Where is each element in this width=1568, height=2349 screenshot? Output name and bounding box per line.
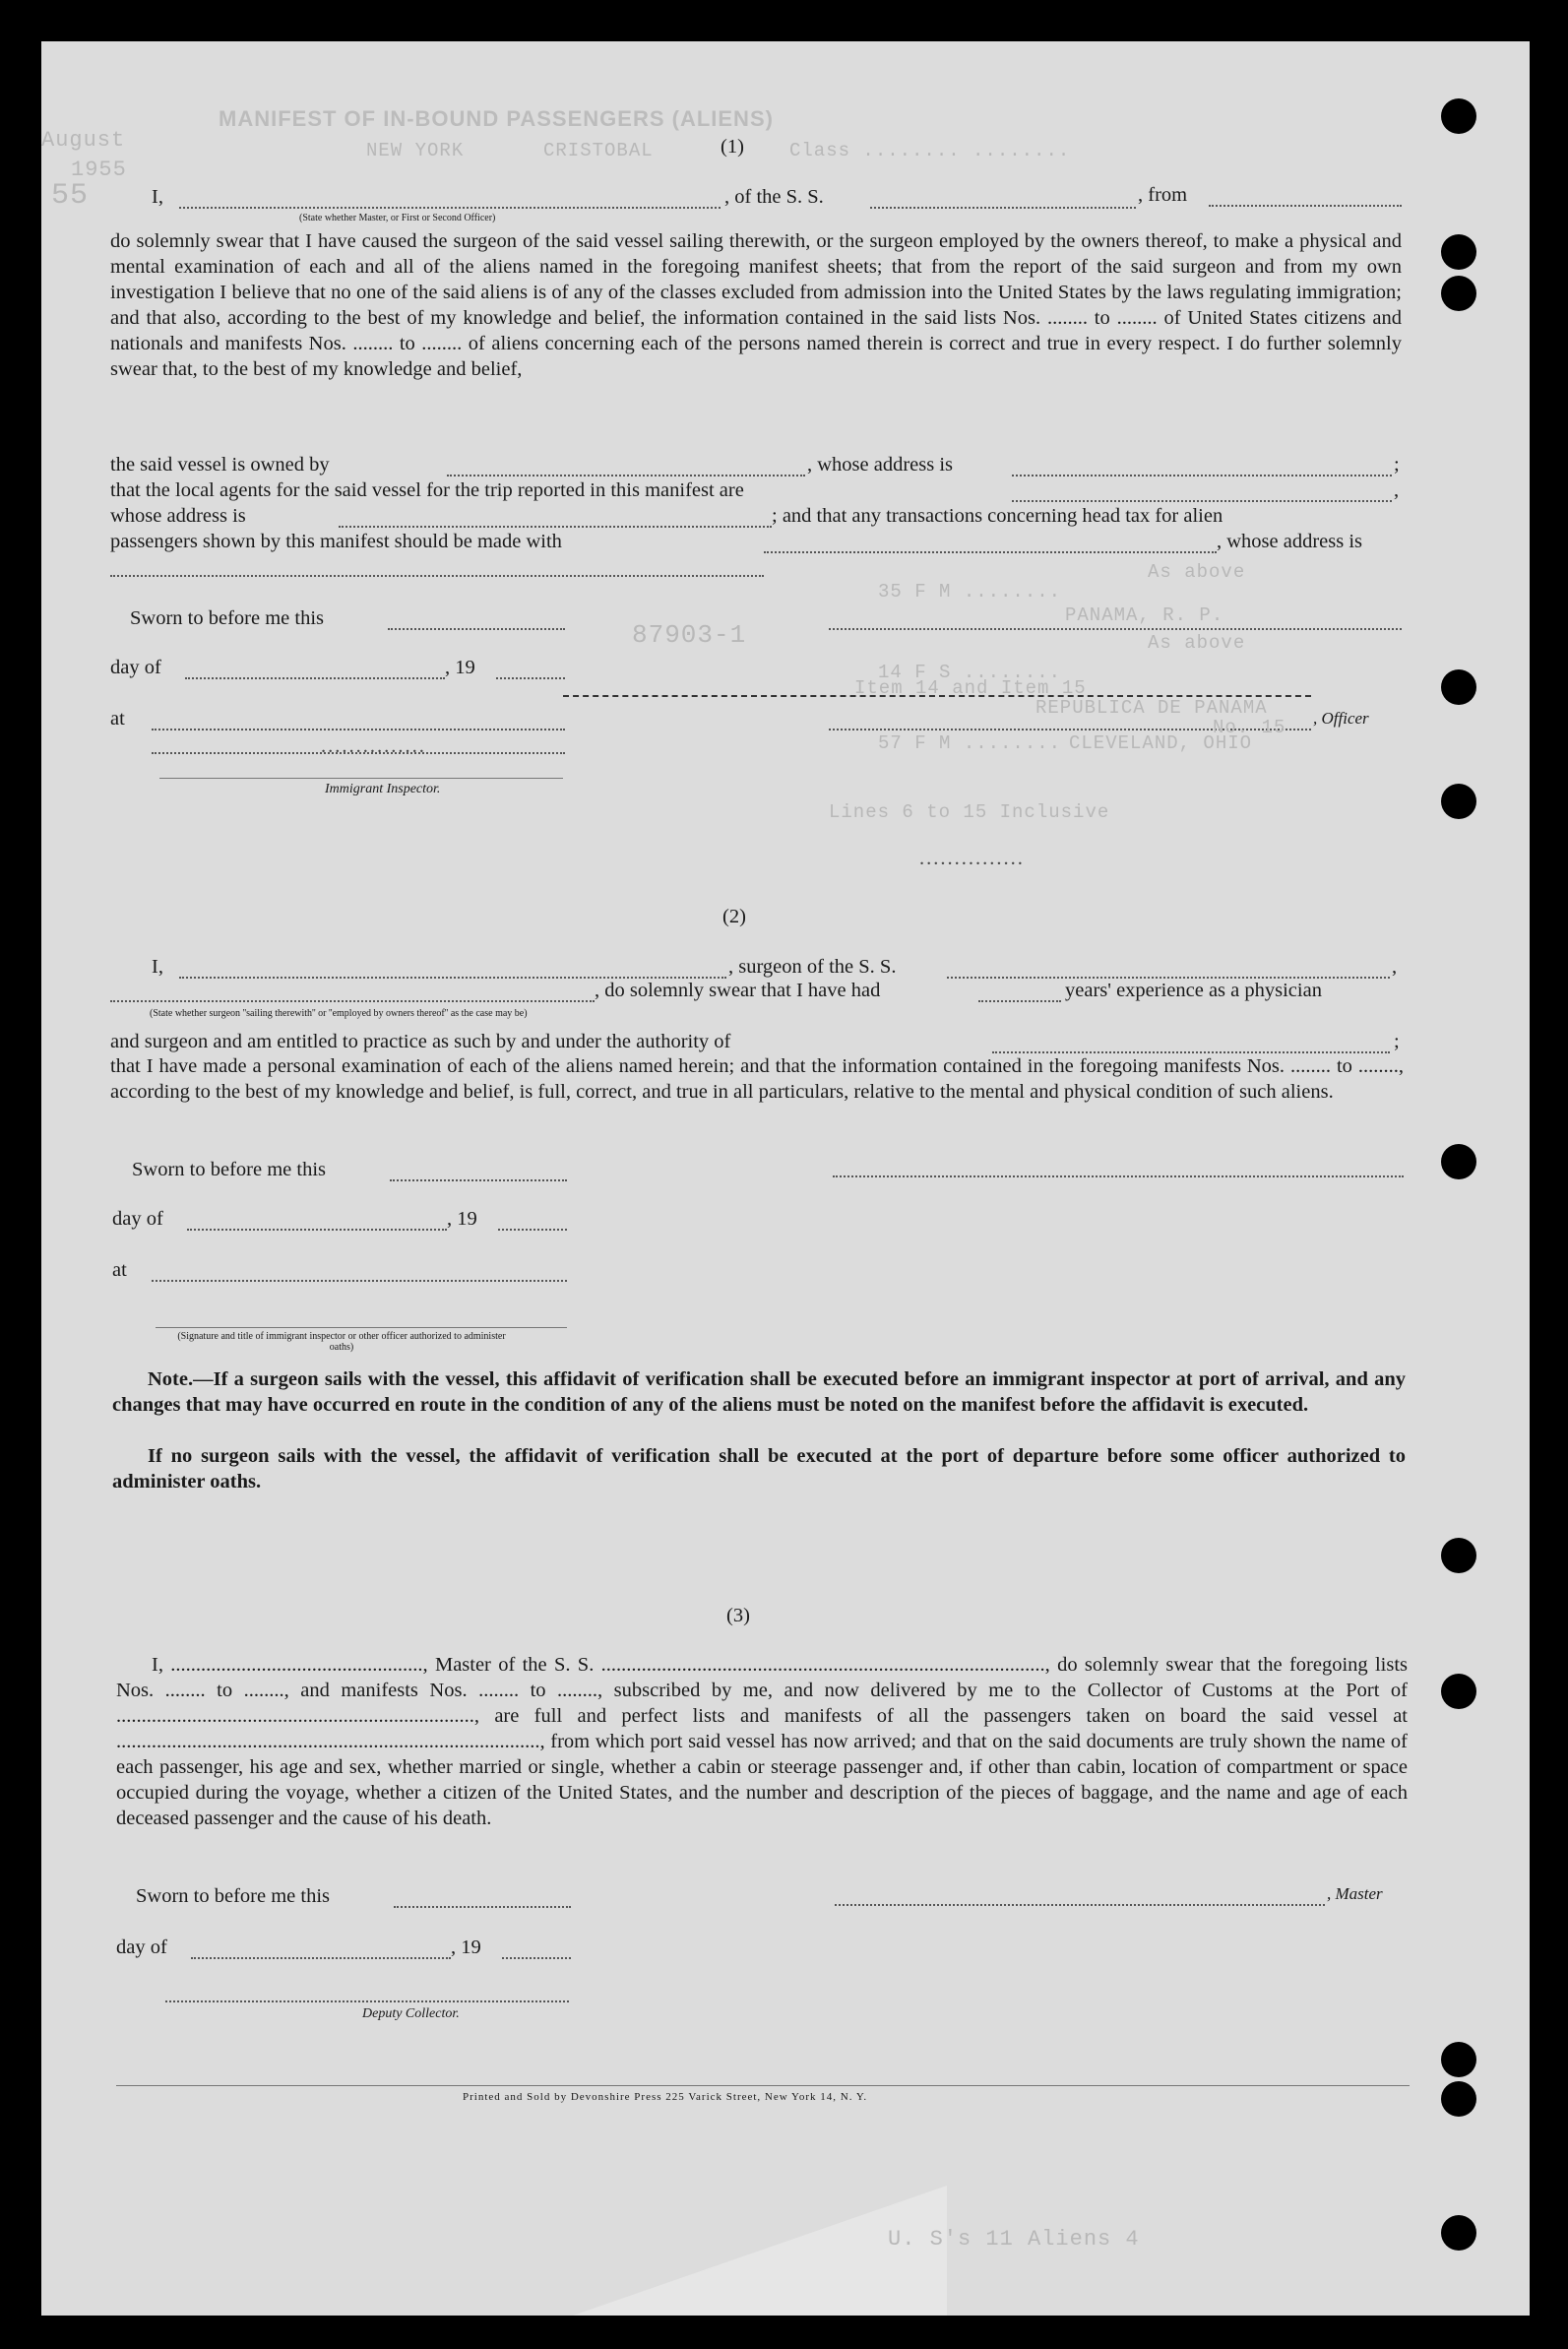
s1-from: , from: [1138, 184, 1188, 206]
s3-day-field: [191, 1957, 451, 1959]
s1-nineteen: , 19: [445, 657, 475, 678]
s1-whose-address: , whose address is: [807, 454, 954, 476]
s3-signature-field: [835, 1904, 1325, 1906]
s2-i-label: I,: [152, 956, 163, 978]
s1-sworn: Sworn to before me this: [130, 607, 324, 629]
punch-hole: [1441, 1674, 1476, 1709]
s1-officer-field: [179, 207, 721, 209]
s1-agents-address-field: [339, 526, 772, 528]
s1-body: do solemnly swear that I have caused the surgeon of the said vessel sailing therewith, or the surgeon employed by the owners thereof, to make a physical and mental examination of each and all of the aliens named in the foregoing manifest sheets; that from the report of the said surgeon and from my own investigation I believe that no one of the said aliens is of any of the classes excluded from admission into the United States by the laws regulating immigration; and that also, according to the best of my knowledge and belief, the information contained in the said lists Nos. ........ to ........ of United States citizens and nationals and manifests Nos. ........ to ........ of aliens concerning each of the persons named therein is correct and true in every respect. I do further solemnly swear that, to the best of my knowledge and belief,: [110, 230, 1402, 380]
punch-hole: [1441, 1144, 1476, 1179]
ghost-bottom: U. S's 11 Aliens 4: [888, 2227, 1140, 2252]
ghost-line: REPUBLICA DE PANAMA: [1035, 697, 1268, 719]
s3-day-of: day of: [116, 1936, 167, 1958]
s2-signature-field: [833, 1175, 1404, 1177]
note-paragraph-1: Note.—If a surgeon sails with the vessel, this affidavit of verification shall be executed before an immigrant inspector at port of arrival, and any changes that may have occurred en route in the condition of any of the aliens must be noted on the manifest before the affidavit is executed.: [112, 1368, 1406, 1416]
s2-body: that I have made a personal examination of each of the aliens named herein; and that the information contained in the foregoing manifests Nos. ........ to ........, according to the best of my knowledge and belief, is full, correct, and true in all particulars, relative to the mental and physical condition of such aliens.: [110, 1055, 1404, 1103]
s2-year-field: [498, 1229, 567, 1231]
ghost-title: MANIFEST OF IN-BOUND PASSENGERS (ALIENS): [219, 106, 774, 131]
s1-whose-address-2: whose address is: [110, 505, 246, 527]
s2-day-of: day of: [112, 1208, 163, 1230]
s2-years: years' experience as a physician: [1065, 980, 1322, 1001]
ghost-port: NEW YORK: [366, 140, 465, 161]
s1-of-ss: , of the S. S.: [724, 186, 824, 208]
s3-deputy: Deputy Collector.: [362, 2006, 460, 2021]
punch-hole: [1441, 2215, 1476, 2251]
ghost-class: Class ........ ........: [789, 140, 1071, 161]
s1-whose-address-3: , whose address is: [1217, 531, 1363, 552]
s2-sig-line: [156, 1327, 567, 1328]
s2-caption: (State whether surgeon ''sailing therewith'' or ''employed by owners thereof'' as the case may be): [150, 1008, 528, 1019]
s1-year-field: [496, 677, 565, 679]
s3-master: , Master: [1327, 1884, 1383, 1903]
s3-nineteen: , 19: [451, 1936, 481, 1958]
s2-at-field: [152, 1280, 567, 1282]
note-paragraph-2: If no surgeon sails with the vessel, the affidavit of verification shall be executed at the port of departure before some officer authorized to administer oaths.: [112, 1445, 1406, 1492]
punch-hole: [1441, 1538, 1476, 1573]
ghost-line: CLEVELAND, OHIO: [1069, 732, 1253, 754]
ghost-line: 14 F S ........: [878, 662, 1062, 683]
s1-caption-master: (State whether Master, or First or Second Officer): [299, 213, 496, 223]
s3-collector-field: [165, 2000, 569, 2002]
s1-inspector-line: [159, 778, 563, 779]
section-2-number: (2): [722, 906, 746, 927]
s1-tax-agent-field: [764, 551, 1217, 553]
s1-signature-field: [829, 628, 1402, 630]
s2-sworn-field: [390, 1179, 567, 1181]
s3-year-field: [502, 1957, 571, 1959]
ghost-line: Item 14 and Item 15: [854, 677, 1087, 699]
s1-owned-by: the said vessel is owned by: [110, 454, 330, 476]
punch-hole: [1441, 98, 1476, 134]
s1-at-field: [152, 729, 565, 730]
s2-swear-had: , do solemnly swear that I have had: [595, 980, 881, 1001]
ghost-year: 1955: [71, 158, 127, 182]
ghost-line: PANAMA, R. P.: [1065, 604, 1224, 626]
punch-hole: [1441, 276, 1476, 311]
ghost-line: As above: [1148, 632, 1246, 654]
s3-sworn: Sworn to before me this: [136, 1885, 330, 1907]
ghost-line: 57 F M ........: [878, 732, 1062, 754]
s1-day-of: day of: [110, 657, 161, 678]
s1-vessel-field: [870, 207, 1136, 209]
s2-surgeon-of: , surgeon of the S. S.: [728, 956, 897, 978]
s1-semicolon: ;: [1394, 454, 1400, 476]
s2-semicolon: ;: [1394, 1031, 1400, 1052]
punch-hole: [1441, 234, 1476, 270]
s1-comma: ,: [1394, 479, 1400, 501]
s1-owner-address-field: [1012, 475, 1392, 476]
ghost-num: 55: [51, 179, 90, 213]
ghost-line: No. 15: [1213, 717, 1286, 738]
s1-inspector: Immigrant Inspector.: [325, 782, 441, 796]
manifest-page: [41, 41, 1530, 2316]
s2-years-field: [978, 1000, 1061, 1002]
ghost-line: Lines 6 to 15 Inclusive: [829, 801, 1110, 823]
s1-agents-field: [1012, 500, 1392, 502]
s1-head-tax: ; and that any transactions concerning head tax for alien: [772, 505, 1223, 527]
punch-hole: [1441, 669, 1476, 705]
s1-owner-field: [447, 475, 805, 476]
s1-dots: ...............: [321, 735, 426, 757]
ghost-dots: ...............: [919, 848, 1025, 869]
s2-day-field: [187, 1229, 447, 1231]
s2-caption-sig: (Signature and title of immigrant inspector or other officer authorized to administer oaths): [177, 1331, 506, 1353]
ghost-date: August: [41, 128, 126, 153]
section-1-number: (1): [721, 136, 744, 158]
s1-agents: that the local agents for the said vessel for the trip reported in this manifest are: [110, 479, 744, 501]
s1-officer: , Officer: [1313, 709, 1369, 728]
footer-rule: [116, 2085, 1410, 2086]
s2-at: at: [112, 1259, 127, 1281]
ghost-line: 35 F M ........: [878, 581, 1062, 603]
ghost-line: 87903-1: [632, 620, 747, 650]
footer-printed: Printed and Sold by Devonshire Press 225 Varick Street, New York 14, N. Y.: [463, 2091, 868, 2103]
s1-i-label: I,: [152, 186, 163, 208]
ghost-line: As above: [1148, 561, 1246, 583]
s3-body: I, .................................................., Master of the S. S. ........................................................................................, do solemnly swear that the foregoing lists Nos. ........ to ........, and manifests Nos. ........ to ........, subscribed by me, and now delivered by me to the Collector of Customs at the Port of ......................................................................., are full and perfect lists and manifests of all the passengers taken on board the said vessel at ...................................................................................., from which port said vessel has now arrived; and that on the said documents are truly shown the name of each passenger, his age and sex, whether married or single, whether a cabin or steerage passenger and, if other than cabin, location of compartment or space occupied during the voyage, whether a citizen of the United States, and the number and description of the pieces of baggage, and the name and age of each deceased passenger and the cause of his death.: [116, 1654, 1408, 1829]
s1-day-field: [185, 677, 445, 679]
punch-hole: [1441, 784, 1476, 819]
s3-sworn-field: [394, 1906, 571, 1908]
s2-capacity-field: [110, 1000, 595, 1002]
s2-nineteen: , 19: [447, 1208, 477, 1230]
punch-hole: [1441, 2042, 1476, 2077]
s2-comma: ,: [1392, 956, 1398, 978]
s2-sworn: Sworn to before me this: [132, 1159, 326, 1180]
s1-passengers: passengers shown by this manifest should be made with: [110, 531, 562, 552]
section-3-number: (3): [726, 1605, 750, 1626]
s1-sworn-field: [388, 628, 565, 630]
s2-authority: and surgeon and am entitled to practice as such by and under the authority of: [110, 1031, 731, 1052]
ghost-vessel: CRISTOBAL: [543, 140, 654, 161]
punch-hole: [1441, 2081, 1476, 2117]
s1-tax-address-field: [110, 575, 764, 577]
s1-from-field: [1209, 205, 1402, 207]
s1-at: at: [110, 708, 125, 730]
